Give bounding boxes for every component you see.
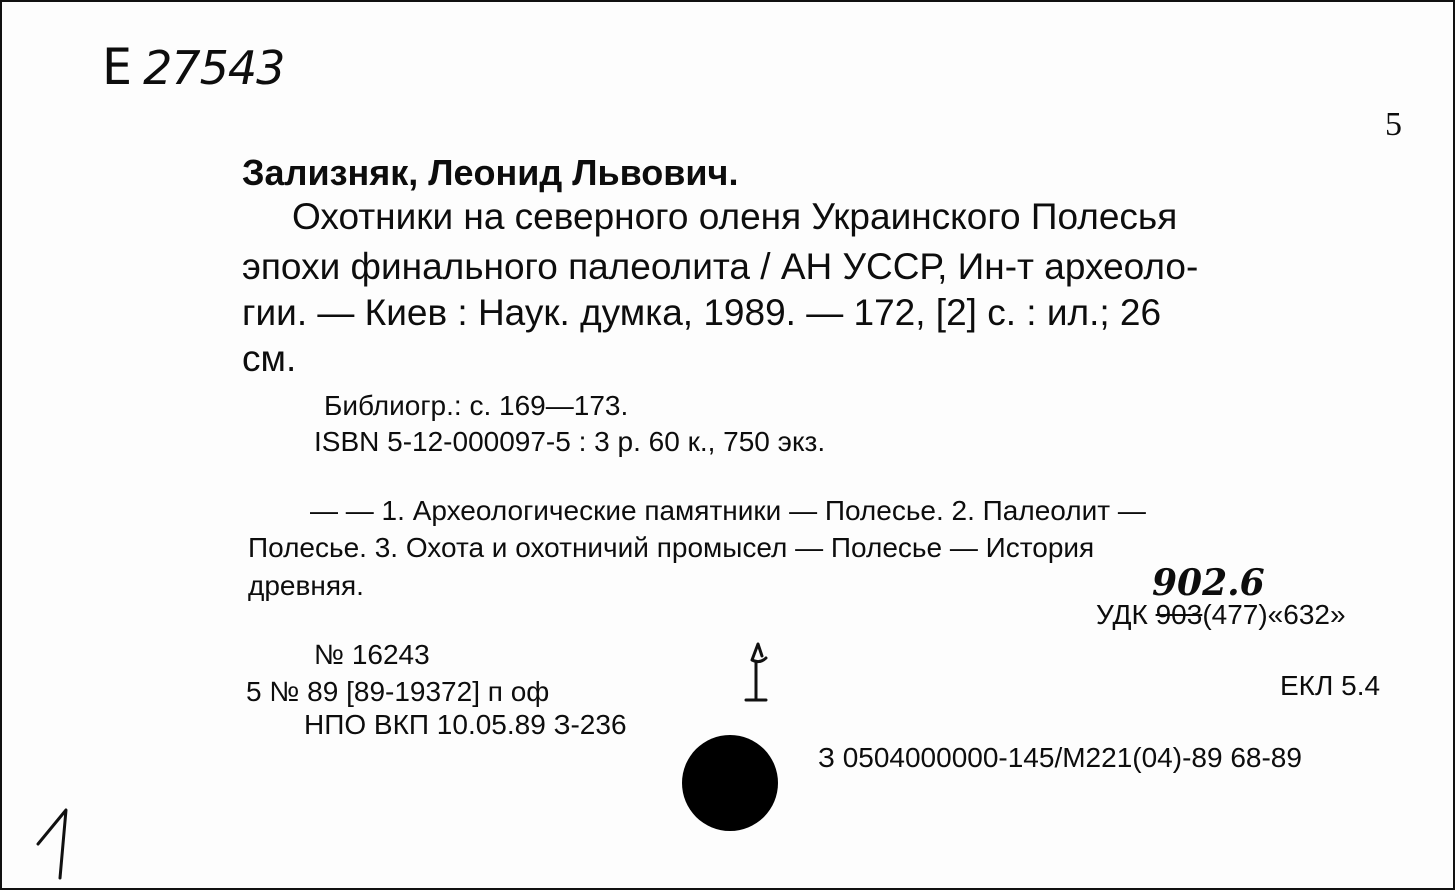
shelfmark-number: 27543 (143, 41, 285, 95)
subject-line: древняя. (248, 570, 364, 601)
handwritten-mark-icon (732, 638, 772, 708)
shelfmark-letter: Е (102, 38, 132, 96)
publisher-code: З 0504000000-145/М221(04)-89 68-89 (818, 742, 1302, 773)
publication-info: 5 № 89 [89-19372] п оф (246, 676, 550, 707)
page-number: 5 (1385, 106, 1402, 143)
udk-struck: 903 (1155, 599, 1203, 630)
title-line: гии. — Киев : Наук. думка, 1989. — 172, [2] с. : ил.; 26 (242, 292, 1162, 333)
title-line: см. (242, 338, 297, 379)
udk-prefix: УДК (1096, 599, 1156, 630)
subject-line: Полесье. 3. Охота и охотничий промысел — Полесье — История (248, 532, 1095, 563)
author-heading: Зализняк, Леонид Львович. (242, 152, 739, 193)
inventory-number: № 16243 (314, 639, 430, 670)
title-line: эпохи финального палеолита / АН УССР, Ин-т археоло- (242, 246, 1199, 287)
subject-line: — — 1. Археологические памятники — Полесье. 2. Палеолит — (310, 495, 1146, 526)
punch-hole (682, 735, 778, 831)
bibliography-note: Библиогр.: с. 169—173. (324, 390, 629, 421)
shelfmark (102, 38, 284, 96)
title-line: Охотники на северного оленя Украинского Полесья (292, 196, 1178, 237)
npo-info: НПО ВКП 10.05.89 З-236 (304, 709, 627, 740)
handwritten-one-icon (32, 804, 82, 884)
ekl-code: ЕКЛ 5.4 (1280, 670, 1381, 701)
isbn-note: ISBN 5-12-000097-5 : 3 р. 60 к., 750 экз. (314, 426, 826, 457)
udk-classification (1096, 599, 1346, 631)
handwritten-udk: 902.6 (1152, 562, 1265, 604)
udk-suffix: (477)«632» (1202, 599, 1346, 630)
